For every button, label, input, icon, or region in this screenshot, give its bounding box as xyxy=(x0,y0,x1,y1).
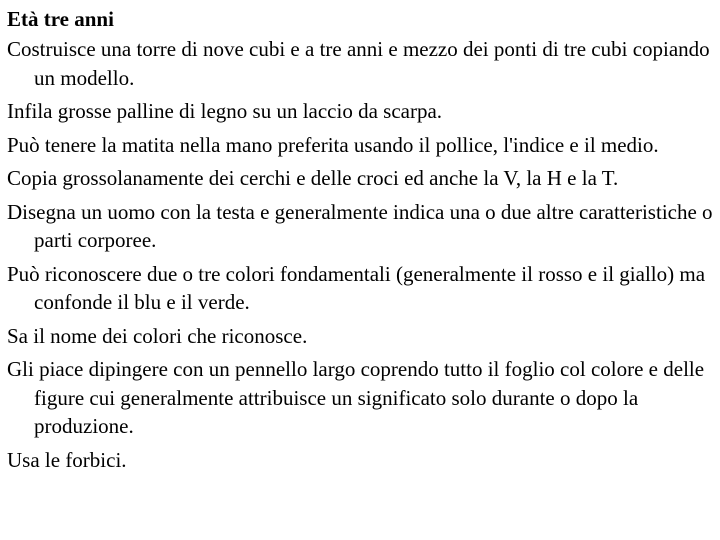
list-item: Disegna un uomo con la testa e generalmente indica una o due altre caratteristiche o parti corporee. xyxy=(7,199,713,252)
list-item: Infila grosse palline di legno su un laccio da scarpa. xyxy=(7,99,443,123)
list-item: Usa le forbici. xyxy=(7,447,127,472)
page-title: Età tre anni xyxy=(7,7,114,31)
list-item: Può tenere la matita nella mano preferita usando il pollice, l'indice e il medio. xyxy=(7,132,659,157)
list-item: Costruisce una torre di nove cubi e a tre anni e mezzo dei ponti di tre cubi copiando un modello. xyxy=(7,37,710,90)
list-item: Può riconoscere due o tre colori fondamentali (generalmente il rosso e il giallo) ma confonde il blu e il verde. xyxy=(7,261,706,314)
list-item: Gli piace dipingere con un pennello largo coprendo tutto il foglio col colore e delle figure cui generalmente attribuisce un significato solo durante o dopo la produzione. xyxy=(7,357,705,438)
list-item: Sa il nome dei colori che riconosce. xyxy=(7,323,308,348)
document-page xyxy=(7,5,713,479)
list-item: Copia grossolanamente dei cerchi e delle croci ed anche la V, la H e la T. xyxy=(7,166,619,190)
